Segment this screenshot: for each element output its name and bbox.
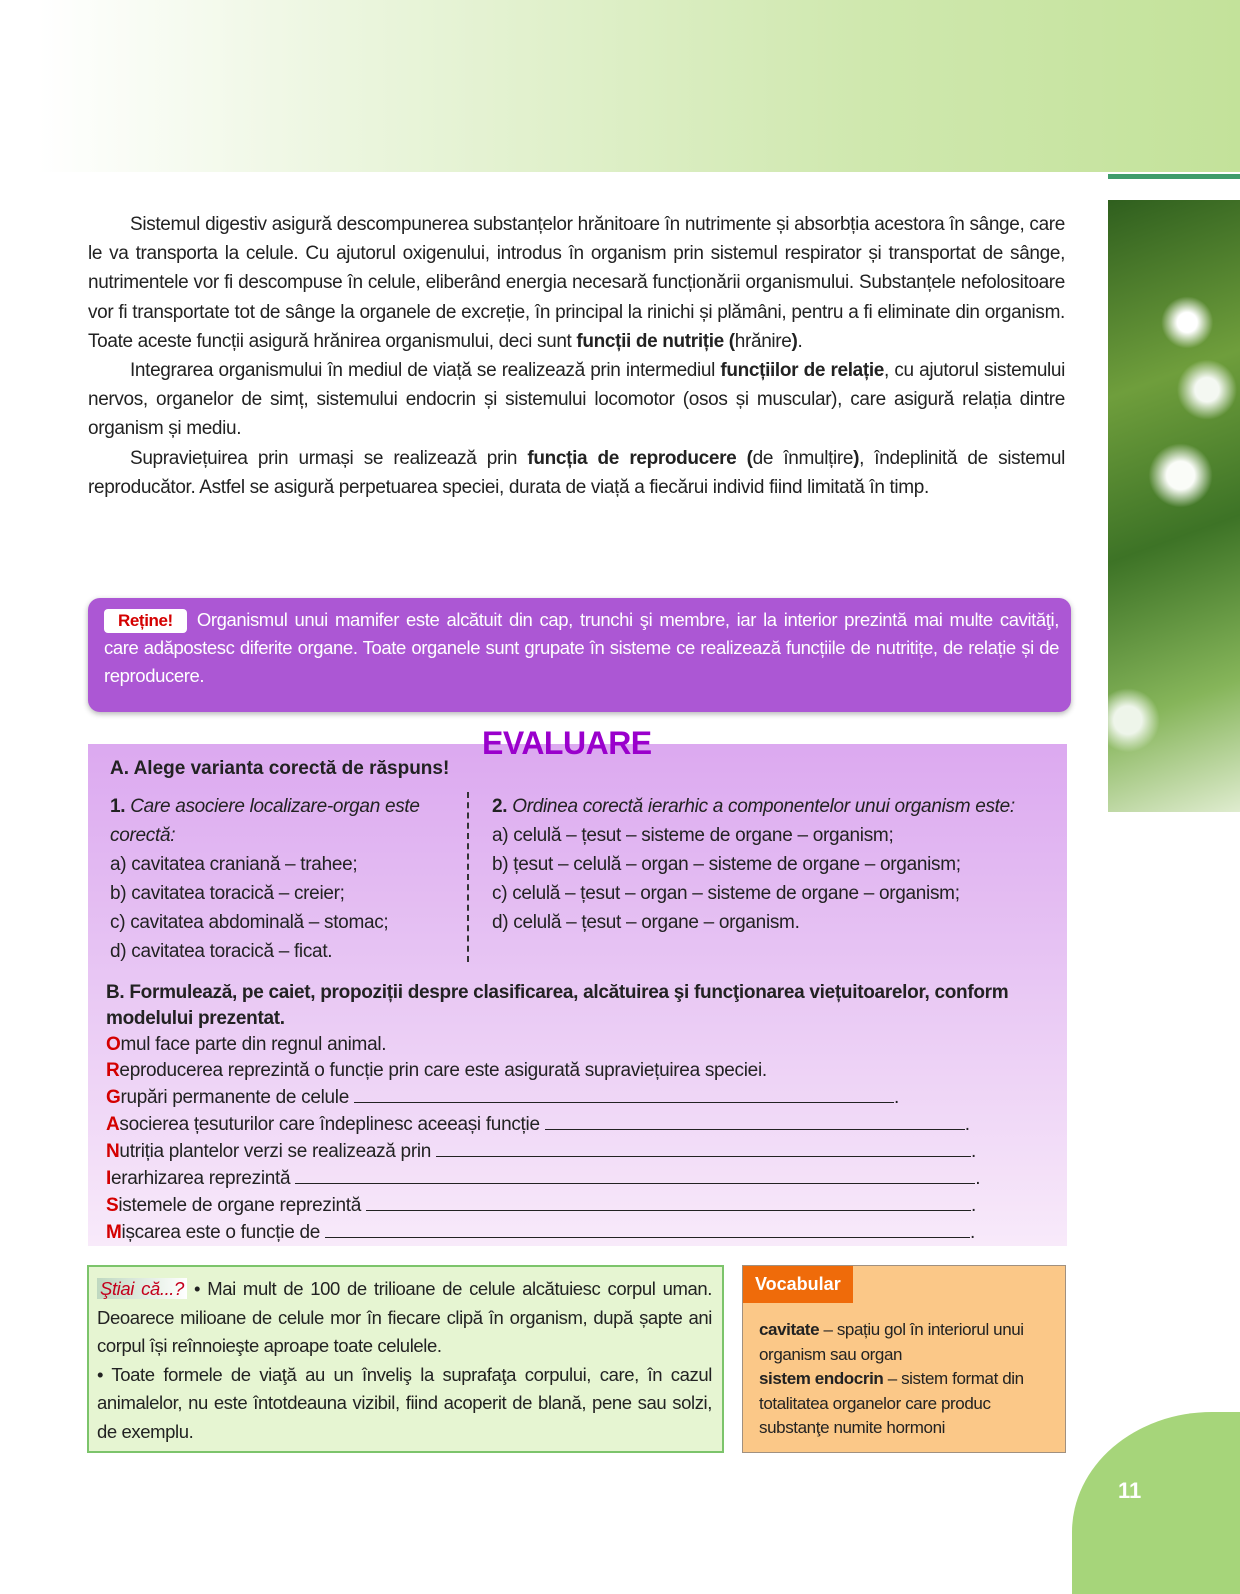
option: b) țesut – celulă – organ – sisteme de organe – organism;: [492, 854, 961, 875]
acrostic-letter: N: [106, 1141, 120, 1162]
paragraph-relation: [88, 356, 1065, 444]
acrostic-line: [106, 1192, 1056, 1219]
vocab-term: sistem endocrin: [759, 1369, 884, 1388]
section-b: [106, 980, 1056, 1246]
question-number: 1.: [110, 796, 126, 817]
line-text: mul face parte din regnul animal.: [120, 1034, 387, 1055]
period: .: [964, 1114, 970, 1135]
line-text: eproducerea reprezintă o funcție prin care este asigurată supraviețuirea speciei.: [119, 1060, 767, 1081]
fill-blank: [354, 1084, 894, 1103]
stiai-text: • Mai mult de 100 de trilioane de celule alcătuiesc corpul uman. Deoarece milioane de celule mor în fiecare clipă în organism, după șapte ani corpul își reînnoieşte aproape toate celulele.: [97, 1278, 712, 1356]
text: hrănire: [734, 330, 792, 352]
vocab-entry: [759, 1318, 1059, 1367]
question-2: [492, 792, 1062, 937]
question-text: Ordinea corectă ierarhic a componentelor unui organism este:: [512, 796, 1015, 817]
text: Integrarea organismului în mediul de viață se realizează prin intermediul: [130, 360, 721, 382]
vocabular-title: Vocabular: [743, 1266, 853, 1303]
bold-term: funcțiilor de relație: [720, 360, 884, 382]
jasmine-flower-photo: [1108, 200, 1240, 812]
line-text: istemele de organe reprezintă: [118, 1195, 367, 1216]
text: Supraviețuirea prin urmași se realizează prin: [130, 447, 528, 469]
text: .: [797, 330, 803, 352]
text: de înmulțire: [752, 447, 854, 469]
vocab-definition: – spațiu gol în interiorul unui organism sau organ: [759, 1320, 1024, 1364]
option: b) cavitatea toracică – creier;: [110, 883, 345, 904]
option: d) cavitatea toracică – ficat.: [110, 941, 333, 962]
section-a-heading: A. Alege varianta corectă de răspuns!: [110, 758, 450, 779]
evaluare-box: [88, 744, 1067, 1246]
vocabular-entries: [759, 1318, 1059, 1441]
stiai-text: • Toate formele de viaţă au un înveliş la suprafaţa corpului, care, în cazul animalelor, nu este întotdeauna vizibil, fiind acoperit de blană, pene sau solzi, de exemplu.: [97, 1363, 712, 1442]
acrostic-letter: S: [106, 1195, 119, 1216]
line-text: erarhizarea reprezintă: [110, 1168, 296, 1189]
question-text: Care asociere localizare-organ este corectă:: [110, 796, 420, 846]
acrostic-line: [106, 1084, 1056, 1111]
question-number: 2.: [492, 796, 508, 817]
evaluare-title: EVALUARE: [482, 725, 652, 761]
fill-blank: [325, 1219, 970, 1238]
fill-blank: [366, 1192, 971, 1211]
acrostic-letter: I: [106, 1168, 111, 1189]
acrostic-letter: A: [106, 1114, 120, 1135]
fill-blank: [545, 1111, 965, 1130]
main-text: [88, 210, 1065, 502]
vocab-definition: – sistem format din totalitatea organelor care produc substanţe numite hormoni: [759, 1369, 1024, 1437]
option: c) cavitatea abdominală – stomac;: [110, 912, 389, 933]
fill-blank: [295, 1165, 975, 1184]
retine-box: [88, 598, 1071, 712]
period: .: [893, 1087, 899, 1108]
retine-text: Organismul unui mamifer este alcătuit din cap, trunchi şi membre, iar la interior prezintă mai multe cavităţi, care adăpostesc diferite organe. Toate organele sunt grupate în sisteme ce realizează funcțiile de nutritițe, de relație și de reproducere.: [104, 609, 1059, 686]
section-b-heading: B. Formulează, pe caiet, propoziții despre clasificarea, alcătuirea şi funcţionarea viețuitoarelor, conform modelului prezentat.: [106, 982, 1009, 1029]
option: a) celulă – țesut – sisteme de organe – organism;: [492, 825, 894, 846]
acrostic-line: [106, 1111, 1056, 1138]
page-number: 11: [1118, 1478, 1142, 1503]
bold-term: funcția de reproducere (: [527, 447, 753, 469]
line-text: utriția plantelor verzi se realizează prin: [119, 1141, 437, 1162]
period: .: [969, 1222, 975, 1243]
bold-term: funcții de nutriție (: [576, 330, 735, 352]
vocab-term: cavitate: [759, 1320, 820, 1339]
acrostic-line: [106, 1138, 1056, 1165]
bold-term: ): [791, 330, 798, 352]
vocabular-box: [742, 1265, 1066, 1453]
acrostic-line: [106, 1032, 1056, 1058]
period: .: [971, 1141, 976, 1162]
stiai-ca-box: [87, 1265, 724, 1453]
paragraph-nutrition: [88, 210, 1065, 356]
option: c) celulă – țesut – organ – sisteme de organe – organism;: [492, 883, 960, 904]
acrostic-line: [106, 1058, 1056, 1084]
page-corner-decoration: [1072, 1412, 1240, 1594]
acrostic-line: [106, 1165, 1056, 1192]
header-accent-line: [1108, 174, 1240, 179]
paragraph-reproduction: [88, 444, 1065, 502]
fill-blank: [436, 1138, 971, 1157]
period: .: [975, 1168, 981, 1189]
option: d) celulă – țesut – organe – organism.: [492, 912, 800, 933]
acrostic-letter: R: [106, 1060, 120, 1081]
acrostic-letter: M: [106, 1222, 122, 1243]
dashed-divider: [467, 792, 469, 962]
text: , cu ajutorul sistemului nervos, organelor de simț, sistemului endocrin și sistemului locomotor (osos și muscular), care asigură relația dintre organism și mediu.: [88, 360, 1065, 440]
text: , îndeplinită de sistemul reproducător. Astfel se asigură perpetuarea speciei, durata de viață a fiecărui individ fiind limitată în timp.: [88, 447, 1065, 498]
bold-term: ): [853, 447, 860, 469]
acrostic-line: [106, 1219, 1056, 1246]
retine-badge: Reține!: [104, 609, 187, 633]
page-header-band: [0, 0, 1240, 172]
stiai-ca-label: Ştiai că...?: [97, 1278, 187, 1299]
vocab-entry: [759, 1367, 1059, 1441]
line-text: socierea țesuturilor care îndeplinesc aceeași funcție: [119, 1114, 545, 1135]
option: a) cavitatea craniană – trahee;: [110, 854, 358, 875]
line-text: ișcarea este o funcție de: [121, 1222, 325, 1243]
text: Sistemul digestiv asigură descompunerea substanțelor hrănitoare în nutrimente și absorbția acestora în sânge, care le va transporta la celule. Cu ajutorul oxigenului, introdus în organism prin sistemul respirator și transportat de sânge, nutrimentele vor fi descompuse în celule, eliberând energia necesară funcționării organismului. Substanțele nefolositoare vor fi transportate tot de sânge la organele de excreție, în principal la rinichi și plămâni, pentru a fi eliminate din organism. Toate aceste funcții asigură hrănirea organismului, deci sunt: [88, 214, 1065, 352]
acrostic-letter: G: [106, 1087, 121, 1108]
question-1: [110, 792, 460, 966]
line-text: rupări permanente de celule: [120, 1087, 354, 1108]
acrostic-letter: O: [106, 1034, 121, 1055]
period: .: [971, 1195, 977, 1216]
